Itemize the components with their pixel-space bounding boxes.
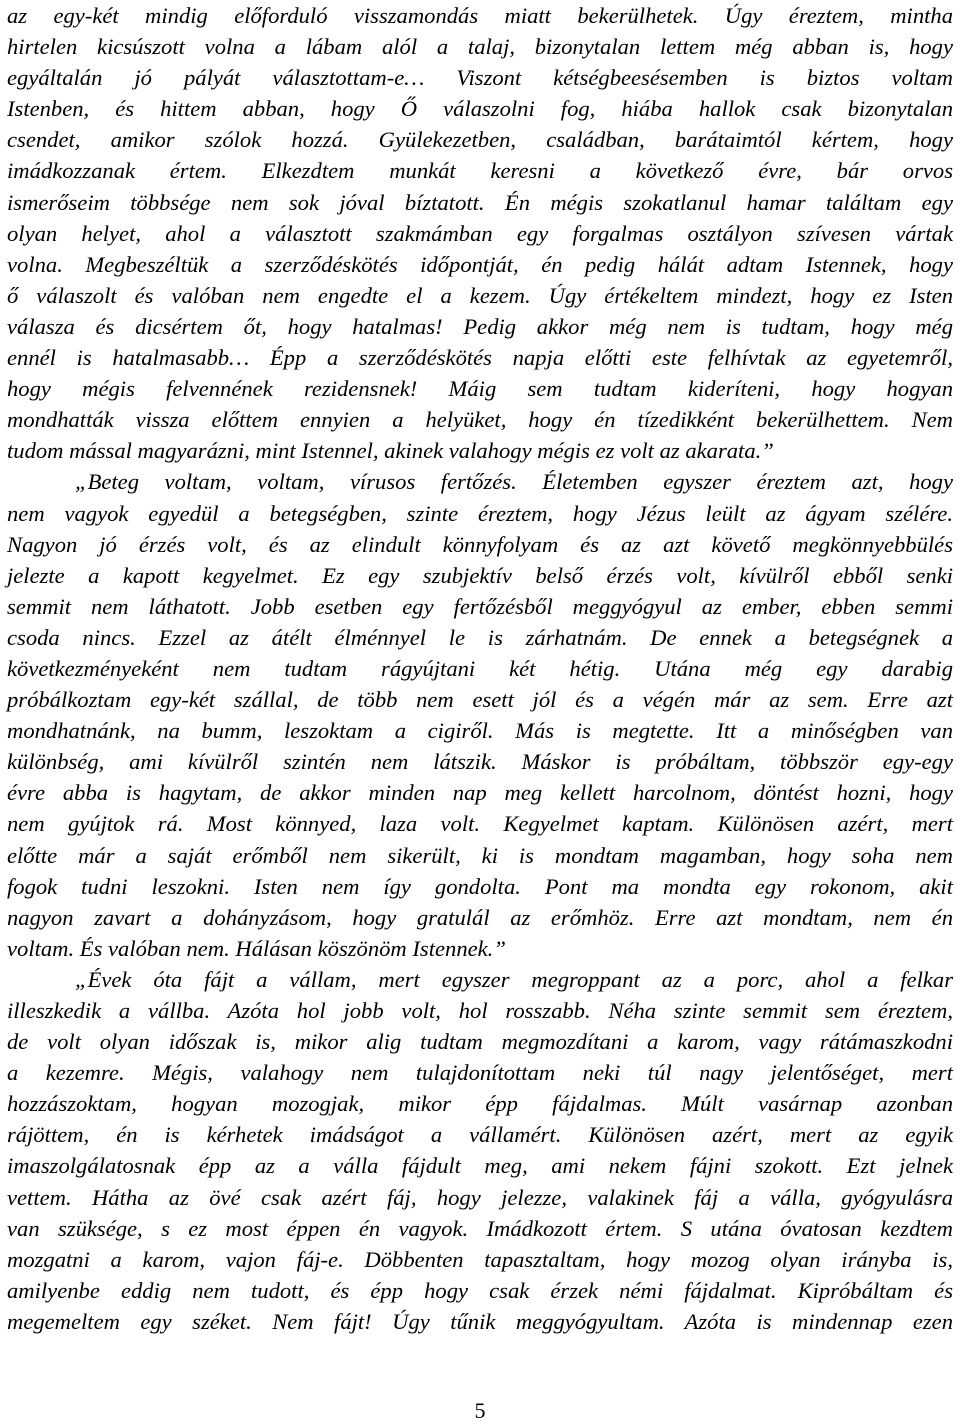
text-line: jelezte a kapott kegyelmet. Ez egy szubjektív belső érzés volt, kívülről ebből senki <box>7 562 953 588</box>
text-line: ő válaszolt és valóban nem engedte el a kezem. Úgy értékeltem mindezt, hogy ez Isten <box>7 282 953 308</box>
text-line: ennél is hatalmasabb… Épp a szerződéskötés napja előtti este felhívtak az egyetemről, <box>7 345 953 371</box>
text-line: hogy mégis felvennének rezidensnek! Máig sem tudtam kideríteni, hogy hogyan <box>7 376 953 402</box>
text-line: különbség, ami kívülről szintén nem látszik. Máskor is próbáltam, többször egy-egy <box>7 749 953 775</box>
text-line: az egy-két mindig előforduló visszamondás miatt bekerülhetek. Úgy éreztem, mintha <box>7 3 953 28</box>
text-line: nem gyújtok rá. Most könnyed, laza volt. Kegyelmet kaptam. Különösen azért, mert <box>7 811 953 837</box>
text-line: „Beteg voltam, voltam, vírusos fertőzés. Életemben egyszer éreztem azt, hogy <box>75 469 953 495</box>
text-line: voltam. És valóban nem. Hálásan köszönöm Istennek.” <box>7 935 506 961</box>
text-line: vettem. Hátha az övé csak azért fáj, hogy jelezze, valakinek fáj a válla, gyógyulásra <box>7 1184 953 1210</box>
text-line: nem vagyok egyedül a betegségben, szinte éreztem, hogy Jézus leült az ágyam szélére. <box>7 500 953 526</box>
text-line: nagyon zavart a dohányzásom, hogy gratulál az erőmhöz. Erre azt mondtam, nem én <box>7 904 953 930</box>
text-line: imádkozzanak értem. Elkezdtem munkát keresni a következő évre, bár orvos <box>7 158 953 184</box>
text-line: hozzászoktam, hogyan mozogjak, mikor épp fájdalmas. Múlt vasárnap azonban <box>7 1091 953 1117</box>
text-line: illeszkedik a vállba. Azóta hol jobb volt, hol rosszabb. Néha szinte semmit sem éreztem, <box>7 998 953 1023</box>
text-line: a kezemre. Mégis, valahogy nem tulajdonítottam neki túl nagy jelentőséget, mert <box>7 1060 953 1086</box>
text-line: előtte már a saját erőmből nem sikerült, ki is mondtam magamban, hogy soha nem <box>7 842 953 868</box>
document-body <box>7 0 953 1337</box>
text-line: egyáltalán jó pályát választottam-e… Viszont kétségbeesésemben is biztos voltam <box>7 65 953 91</box>
text-line: olyan helyet, ahol a választott szakmámban egy forgalmas osztályon szívesen vártak <box>7 220 953 246</box>
text-line: megemeltem egy széket. Nem fájt! Úgy tűnik meggyógyultam. Azóta is mindennap ezen <box>7 1308 953 1334</box>
text-line: csendet, amikor szólok hozzá. Gyülekezetben, családban, barátaimtól kértem, hogy <box>7 127 953 153</box>
text-line: Nagyon jó érzés volt, és az elindult könnyfolyam és az azt követő megkönnyebbülés <box>7 531 953 557</box>
text-line: következményeként nem tudtam rágyújtani két hétig. Utána még egy darabig <box>7 655 953 681</box>
text-line: fogok tudni leszokni. Isten nem így gondolta. Pont ma mondta egy rokonom, akit <box>7 873 953 899</box>
paragraph <box>7 964 953 1337</box>
text-line: mondhatták vissza előttem ennyien a helyüket, hogy én tízedikként bekerülhettem. Nem <box>7 407 953 433</box>
text-line: rájöttem, én is kérhetek imádságot a vállamért. Különösen azért, mert az egyik <box>7 1122 953 1148</box>
text-line: „Évek óta fájt a vállam, mert egyszer megroppant az a porc, ahol a felkar <box>75 966 953 992</box>
paragraph <box>7 466 953 964</box>
text-line: ismerőseim többsége nem sok jóval bíztatott. Én mégis szokatlanul hamar találtam egy <box>7 189 953 215</box>
text-line: volna. Megbeszéltük a szerződéskötés időpontját, én pedig hálát adtam Istennek, hogy <box>7 251 953 277</box>
text-line: amilyenbe eddig nem tudott, és épp hogy csak érzek némi fájdalmat. Kipróbáltam és <box>7 1277 953 1303</box>
page-number: 5 <box>474 1398 486 1423</box>
text-line: válasza és dicsértem őt, hogy hatalmas! Pedig akkor még nem is tudtam, hogy még <box>7 313 953 339</box>
text-line: van szüksége, s ez most éppen én vagyok. Imádkozott értem. S utána óvatosan kezdtem <box>7 1215 953 1241</box>
text-line: tudom mással magyarázni, mint Istennel, akinek valahogy mégis ez volt az akarata.” <box>7 438 774 464</box>
text-line: imaszolgálatosnak épp az a válla fájdult meg, ami nekem fájni szokott. Ezt jelnek <box>7 1153 953 1179</box>
text-line: hirtelen kicsúszott volna a lábam alól a talaj, bizonytalan lettem még abban is, hogy <box>7 34 953 60</box>
text-line: semmit nem láthatott. Jobb esetben egy fertőzésből meggyógyul az ember, ebben semmi <box>7 593 953 619</box>
text-line: mozgatni a karom, vajon fáj-e. Döbbenten tapasztaltam, hogy mozog olyan irányba is, <box>7 1246 953 1272</box>
text-line: csoda nincs. Ezzel az átélt élménnyel le is zárhatnám. De ennek a betegségnek a <box>7 624 953 650</box>
text-line: mondhatnánk, na bumm, leszoktam a cigiről. Más is megtette. Itt a minőségben van <box>7 718 953 744</box>
text-line: de volt olyan időszak is, mikor alig tudtam megmozdítani a karom, vagy rátámaszkodni <box>7 1029 953 1055</box>
text-line: próbálkoztam egy-két szállal, de több nem esett jól és a végén már az sem. Erre azt <box>7 687 953 713</box>
paragraph <box>7 0 953 466</box>
text-line: évre abba is hagytam, de akkor minden nap meg kellett harcolnom, döntést hozni, hogy <box>7 780 953 806</box>
text-line: Istenben, és hittem abban, hogy Ő válaszolni fog, hiába hallok csak bizonytalan <box>7 96 953 122</box>
